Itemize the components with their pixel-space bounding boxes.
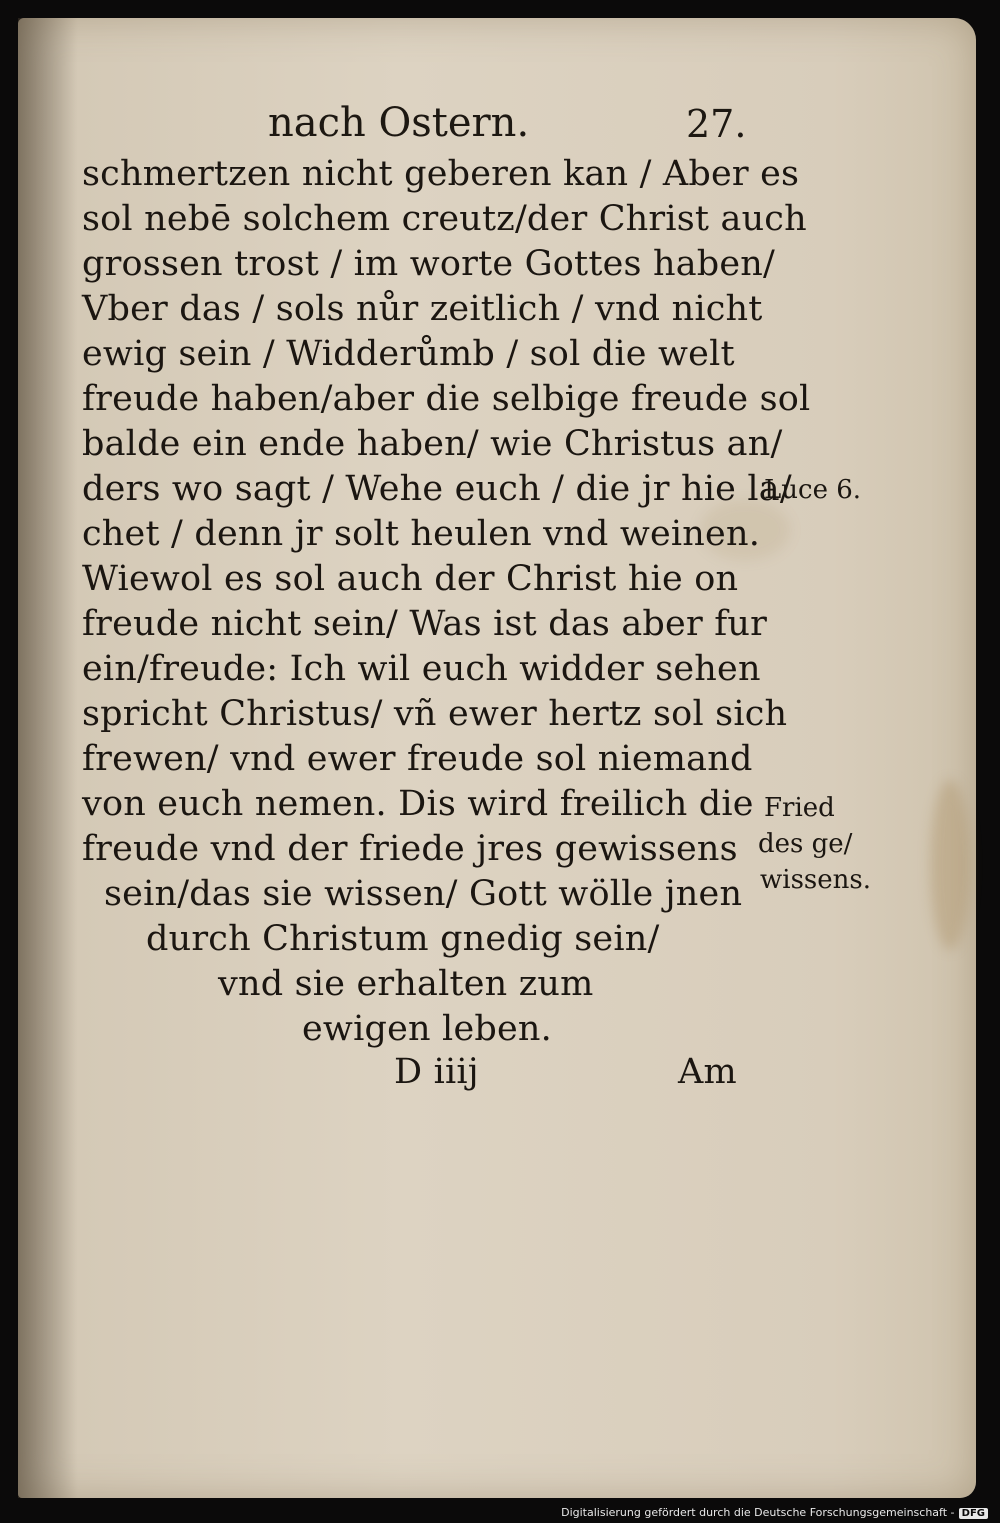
- text-line: freude nicht sein/ Was ist das aber fur: [82, 604, 768, 644]
- text-line: ewig sein / Widderůmb / sol die welt: [82, 334, 735, 374]
- page-header: [0, 100, 1000, 160]
- text-line: vnd sie erhalten zum: [218, 964, 594, 1004]
- page-stain: [930, 780, 970, 950]
- text-line: ein/freude: Ich wil euch widder sehen: [82, 649, 761, 689]
- signature-mark: D iiij: [394, 1052, 479, 1092]
- text-line: Vber das / sols nůr zeitlich / vnd nicht: [82, 289, 763, 329]
- text-line: durch Christum gnedig sein/: [146, 919, 660, 959]
- margin-note-line: wissens.: [760, 865, 871, 895]
- text-line: balde ein ende haben/ wie Christus an/: [82, 424, 783, 464]
- text-line: von euch nemen. Dis wird freilich die: [82, 784, 754, 824]
- text-line: freude haben/aber die selbige freude sol: [82, 379, 811, 419]
- credit-text: Digitalisierung gefördert durch die Deutsche Forschungsgemeinschaft -: [561, 1506, 955, 1519]
- running-title: nach Ostern.: [268, 100, 530, 146]
- text-line: Wiewol es sol auch der Christ hie on: [82, 559, 739, 599]
- page-gutter-shadow: [18, 18, 78, 1498]
- text-line: sein/das sie wissen/ Gott wölle jnen: [104, 874, 743, 914]
- text-line: ewigen leben.: [302, 1009, 552, 1049]
- text-line: schmertzen nicht geberen kan / Aber es: [82, 154, 800, 194]
- text-line: sol nebē solchem creutz/der Christ auch: [82, 199, 807, 239]
- catchword: Am: [678, 1052, 737, 1092]
- margin-note-line: des ge/: [758, 829, 853, 859]
- digitization-credit: [561, 1506, 990, 1519]
- text-line: frewen/ vnd ewer freude sol niemand: [82, 739, 753, 779]
- margin-note-luce: Luce 6.: [764, 475, 862, 505]
- text-line: ders wo sagt / Wehe euch / die jr hie la/: [82, 469, 792, 509]
- text-line: grossen trost / im worte Gottes haben/: [82, 244, 776, 284]
- text-line: freude vnd der friede jres gewissens: [82, 829, 738, 869]
- dfg-logo: DFG: [959, 1508, 988, 1519]
- text-line: spricht Christus/ vñ ewer hertz sol sich: [82, 694, 788, 734]
- page-number: 27.: [686, 102, 747, 146]
- text-line: chet / denn jr solt heulen vnd weinen.: [82, 514, 761, 554]
- margin-note-line: Fried: [764, 793, 835, 823]
